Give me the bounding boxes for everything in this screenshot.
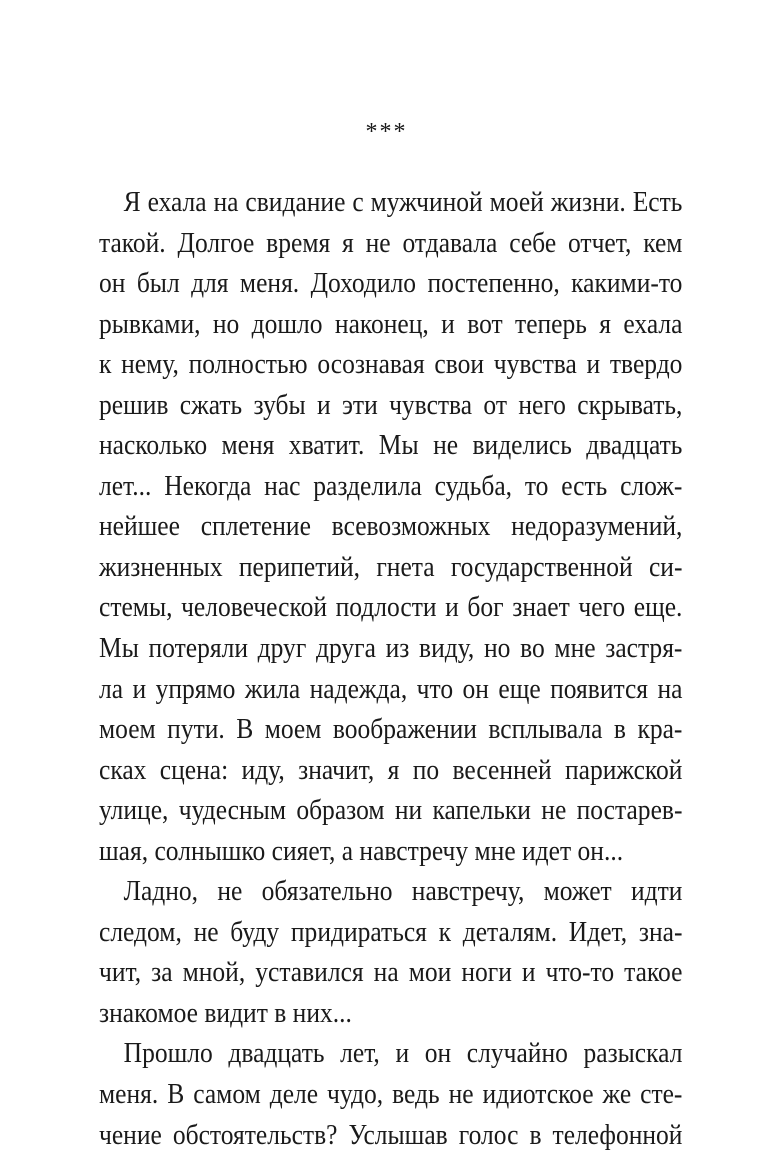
text-line: он был для меня. Доходило постепенно, какими-то [99, 267, 683, 300]
text-line: улице, чудесным образом ни капельки не постарев- [99, 794, 683, 827]
text-line: насколько меня хватит. Мы не виделись двадцать [99, 429, 683, 462]
text-line: чит, за мной, уставился на мои ноги и что-то такое [99, 956, 683, 989]
text-line: ла и упрямо жила надежда, что он еще появится на [99, 672, 683, 705]
text-line: Ладно, не обязательно навстречу, может идти [123, 875, 683, 908]
text-line: решив сжать зубы и эти чувства от него скрывать, [99, 388, 683, 421]
text-line: меня. В самом деле чудо, ведь не идиотское же сте- [99, 1078, 683, 1111]
text-line: Мы потеряли друг друга из виду, но во мне застря- [99, 632, 683, 665]
text-line: такой. Долгое время я не отдавала себе отчет, кем [99, 226, 683, 259]
text-line: рывками, но дошло наконец, и вот теперь я ехала [99, 307, 683, 340]
body-text [99, 182, 683, 1155]
text-line: шая, солнышко сияет, а навстречу мне идет он... [99, 834, 624, 867]
text-line: Прошло двадцать лет, и он случайно разыскал [123, 1037, 683, 1070]
text-line: стемы, человеческой подлости и бог знает чего еще. [99, 591, 683, 624]
text-line: жизненных перипетий, гнета государственной си- [99, 550, 683, 583]
text-line: моем пути. В моем воображении всплывала в кра- [99, 713, 683, 746]
text-line: лет... Некогда нас разделила судьба, то есть слож- [99, 469, 683, 502]
text-line: Я ехала на свидание с мужчиной моей жизни. Есть [123, 186, 683, 218]
section-separator: *** [365, 119, 408, 145]
text-line: к нему, полностью осознавая свои чувства и твердо [99, 348, 683, 381]
text-line: следом, не буду придираться к деталям. Идет, зна- [99, 915, 683, 948]
text-line: знакомое видит в них... [99, 996, 352, 1029]
text-line: сках сцена: иду, значит, я по весенней парижской [99, 753, 683, 786]
text-line: нейшее сплетение всевозможных недоразумений, [99, 510, 683, 543]
text-line: чение обстоятельств? Услышав голос в телефонной [99, 1118, 683, 1151]
